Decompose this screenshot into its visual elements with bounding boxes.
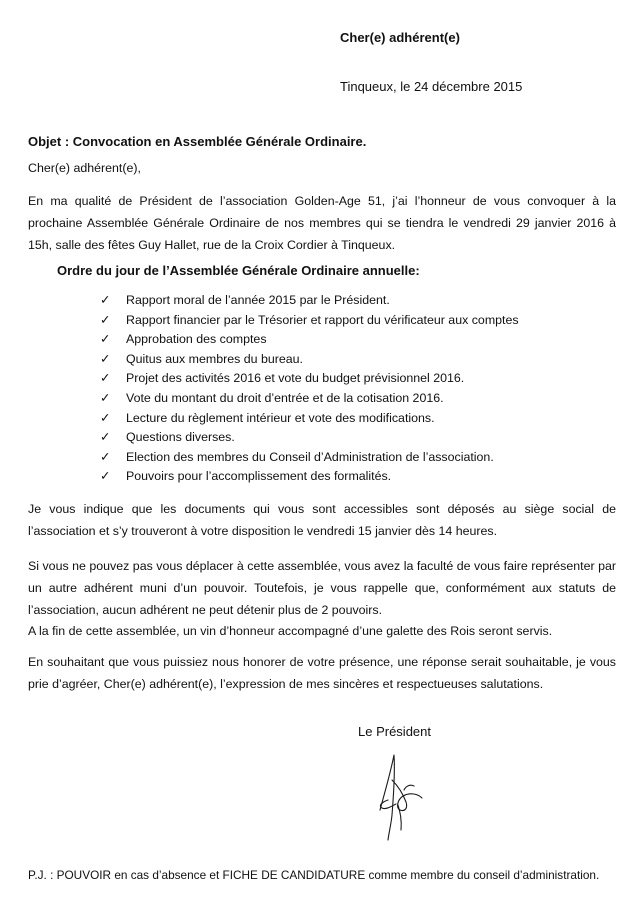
agenda-list <box>100 291 519 487</box>
check-icon: ✓ <box>100 430 111 445</box>
check-icon: ✓ <box>100 469 111 484</box>
agenda-item <box>100 350 519 370</box>
agenda-item <box>100 291 519 311</box>
agenda-item-text: Approbation des comptes <box>126 332 267 347</box>
agenda-item <box>100 467 519 487</box>
agenda-item-text: Election des membres du Conseil d’Administration de l’association. <box>126 449 494 464</box>
agenda-item <box>100 428 519 448</box>
agenda-item <box>100 389 519 409</box>
check-icon: ✓ <box>100 410 111 425</box>
agenda-item <box>100 369 519 389</box>
greeting: Cher(e) adhérent(e), <box>28 161 141 175</box>
agenda-title: Ordre du jour de l’Assemblée Générale Ordinaire annuelle: <box>57 263 420 278</box>
agenda-item <box>100 330 519 350</box>
closing-paragraph: En souhaitant que vous puissiez nous honorer de votre présence, une réponse serait souhaitable, je vous prie d’agréer, Cher(e) adhérent(e), l’expression de mes sincères et respectueuses salutations. <box>28 655 616 691</box>
attachments-note: P.J. : POUVOIR en cas d’absence et FICHE DE CANDIDATURE comme membre du conseil d’administration. <box>28 868 600 882</box>
intro-paragraph: En ma qualité de Président de l’association Golden-Age 51, j’ai l’honneur de vous convoquer à la prochaine Assemblée Générale Ordinaire de nos membres qui se tiendra le vendredi 29 janvier 2016 à 15h, salle des fêtes Guy Hallet, rue de la Croix Cordier à Tinqueux. <box>28 194 616 252</box>
agenda-item-text: Rapport financier par le Trésorier et rapport du vérificateur aux comptes <box>126 312 519 327</box>
place-date: Tinqueux, le 24 décembre 2015 <box>340 79 523 94</box>
agenda-item-text: Pouvoirs pour l’accomplissement des formalités. <box>126 469 392 484</box>
check-icon: ✓ <box>100 351 111 366</box>
check-icon: ✓ <box>100 312 111 327</box>
recipient-line: Cher(e) adhérent(e) <box>340 30 460 45</box>
subject-line: Objet : Convocation en Assemblée Générale Ordinaire. <box>28 134 367 149</box>
agenda-item <box>100 311 519 331</box>
agenda-item-text: Quitus aux membres du bureau. <box>126 351 304 366</box>
signer-title: Le Président <box>358 724 431 739</box>
agenda-item-text: Questions diverses. <box>126 430 235 445</box>
agenda-item <box>100 409 519 429</box>
check-icon: ✓ <box>100 390 111 405</box>
reception-paragraph: A la fin de cette assemblée, un vin d’honneur accompagné d’une galette des Rois seront servis. <box>28 624 553 638</box>
proxy-paragraph: Si vous ne pouvez pas vous déplacer à cette assemblée, vous avez la faculté de vous faire représenter par un autre adhérent muni d’un pouvoir. Toutefois, je vous rappelle que, conformément aux statuts de l’association, aucun adhérent ne peut détenir plus de 2 pouvoirs. <box>28 559 616 617</box>
check-icon: ✓ <box>100 293 111 307</box>
agenda-item <box>100 448 519 468</box>
documents-paragraph: Je vous indique que les documents qui vous sont accessibles sont déposés au siège social de l’association et s’y trouveront à votre disposition le vendredi 15 janvier dès 14 heures. <box>28 502 616 538</box>
check-icon: ✓ <box>100 371 111 386</box>
handwritten-signature <box>370 750 440 845</box>
check-icon: ✓ <box>100 332 111 347</box>
agenda-item-text: Lecture du règlement intérieur et vote des modifications. <box>126 410 435 425</box>
agenda-item-text: Rapport moral de l’année 2015 par le Président. <box>126 293 390 307</box>
agenda-item-text: Vote du montant du droit d’entrée et de la cotisation 2016. <box>126 390 444 405</box>
check-icon: ✓ <box>100 449 111 464</box>
agenda-item-text: Projet des activités 2016 et vote du budget prévisionnel 2016. <box>126 371 465 386</box>
